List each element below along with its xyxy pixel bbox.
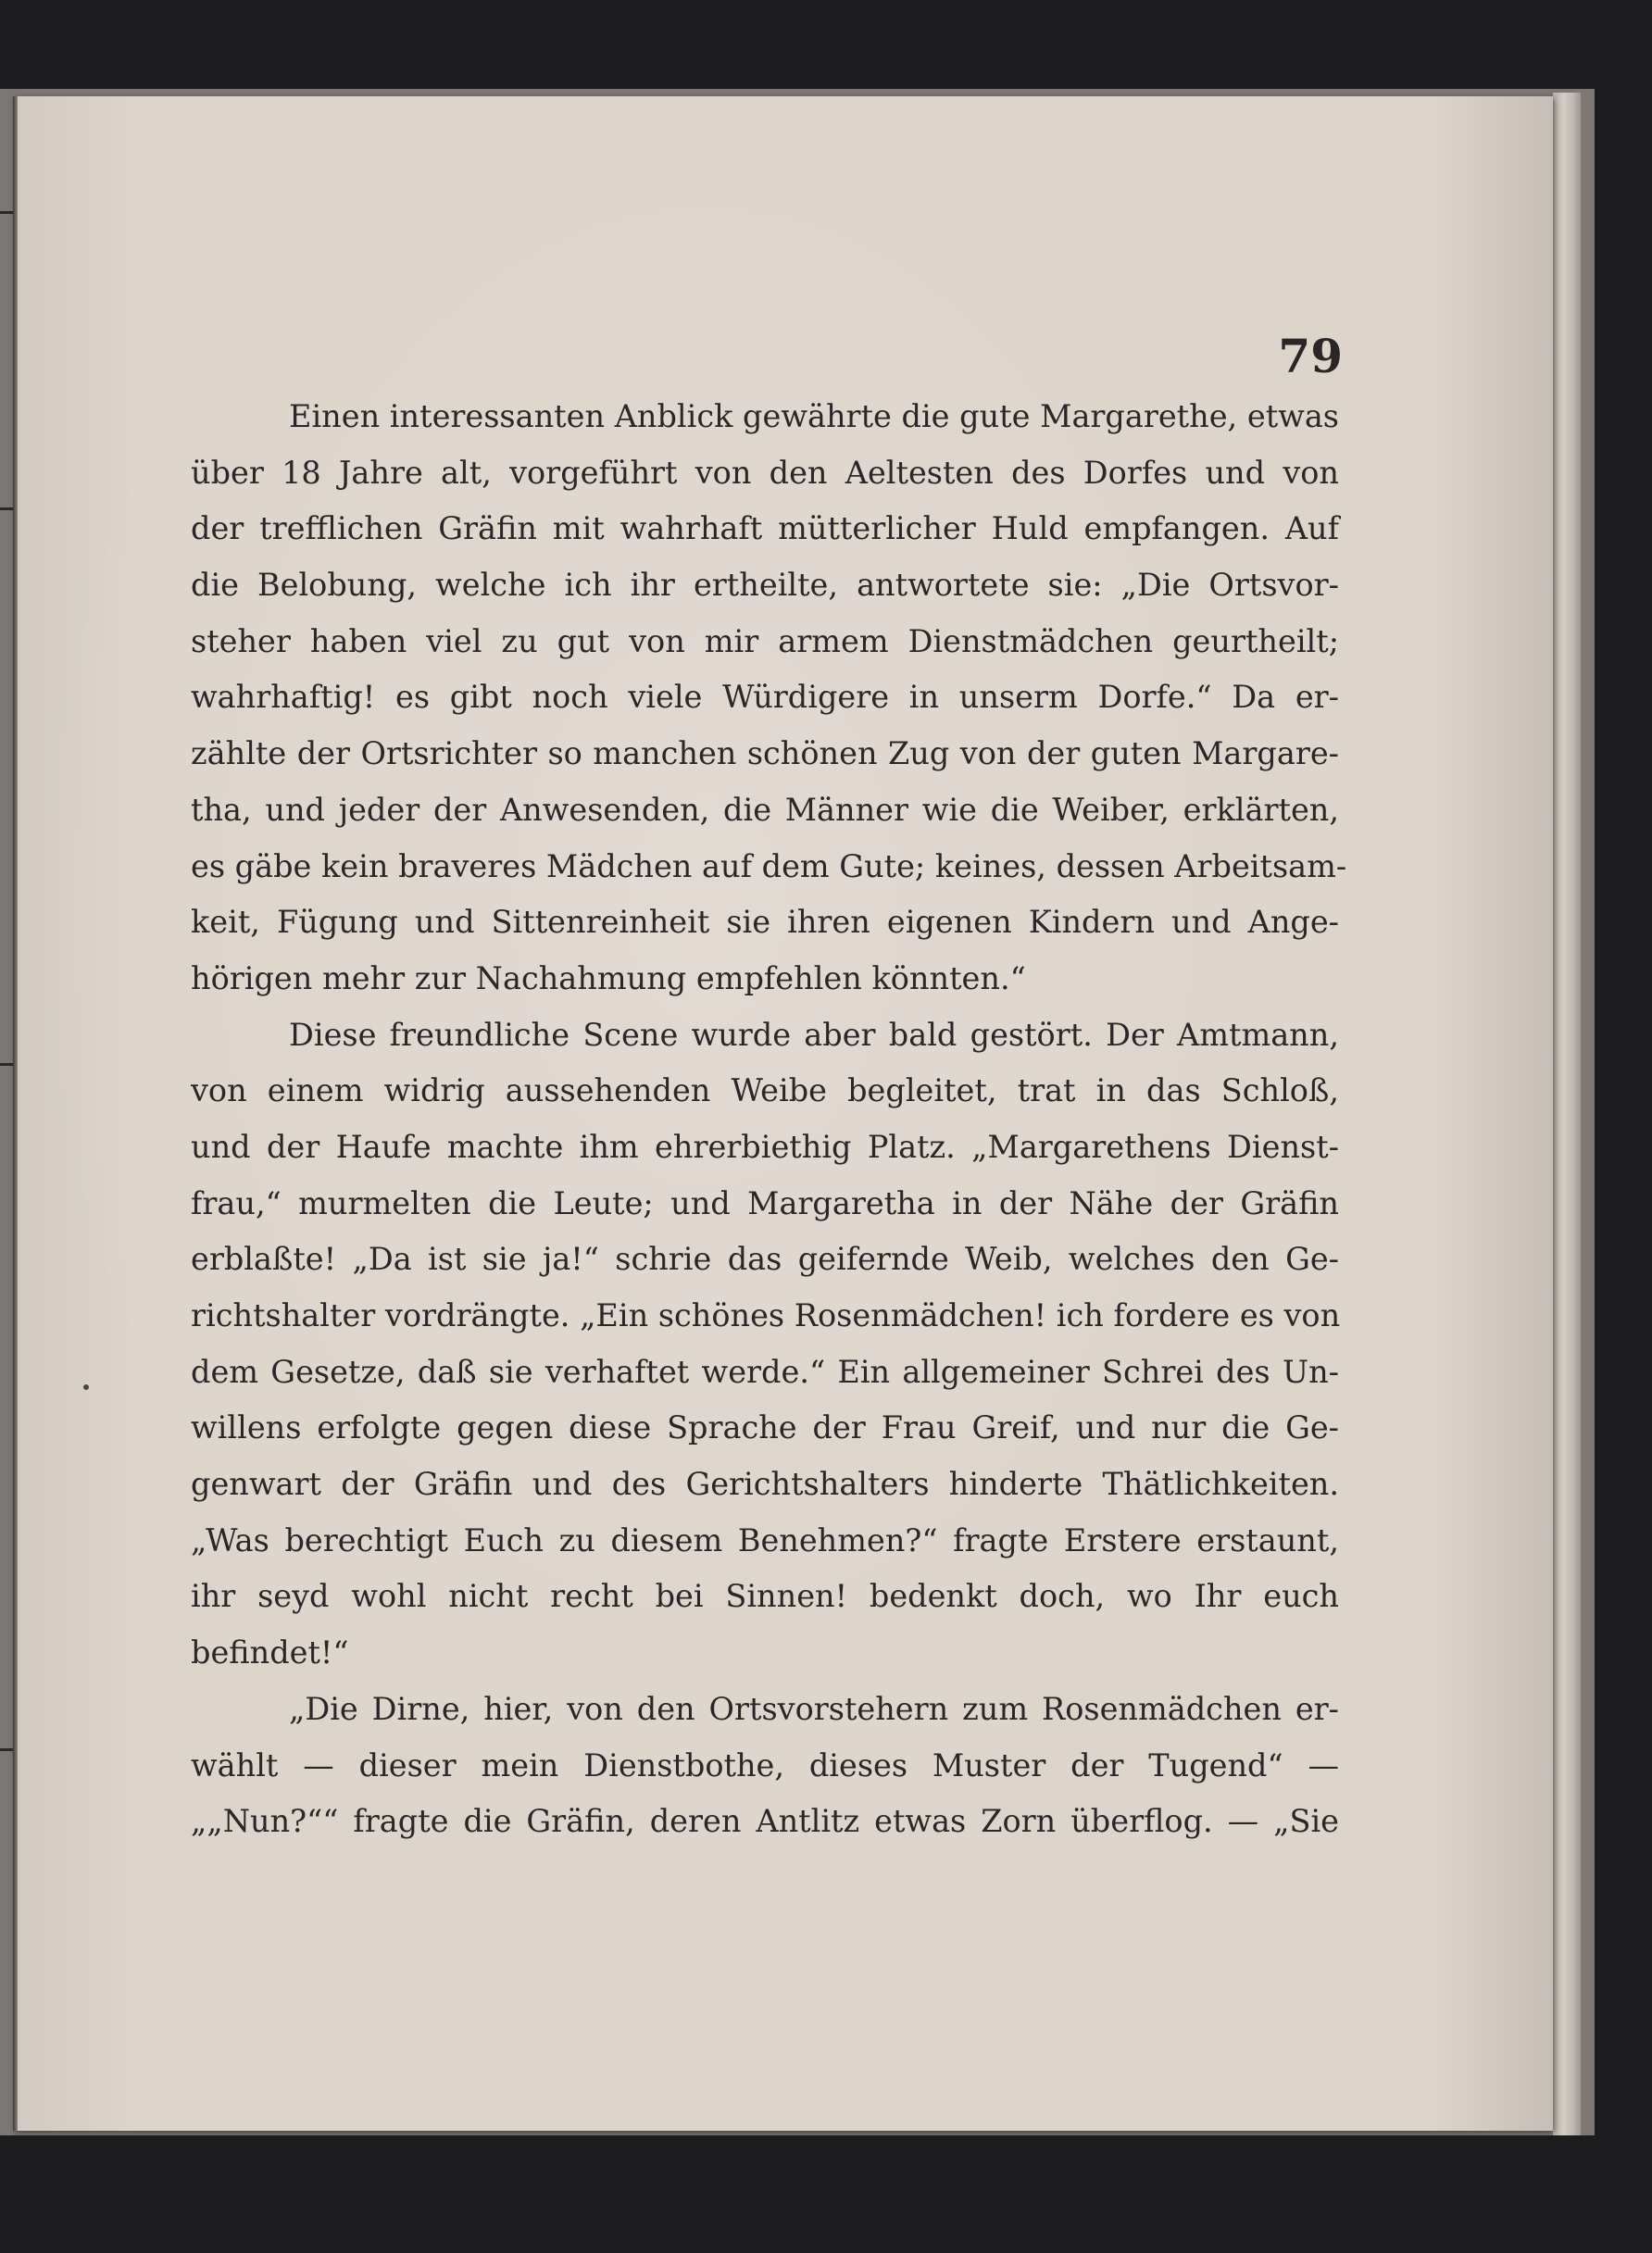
text-line: willens erfolgte gegen diese Sprache der Frau Greif, und nur die Ge- (191, 1409, 1339, 1446)
text-line: wahrhaftig! es gibt noch viele Würdigere in unserm Dorfe.“ Da er- (191, 679, 1339, 716)
text-line: erblaßte! „Da ist sie ja!“ schrie das geifernde Weib, welches den Ge- (191, 1241, 1339, 1278)
binding-thread-mark (0, 1748, 13, 1751)
text-line: steher haben viel zu gut von mir armem Dienstmädchen geurtheilt; (191, 622, 1339, 659)
paragraph (191, 389, 1347, 1008)
page-number: 79 (1278, 329, 1343, 383)
body-text (191, 389, 1347, 1850)
text-line: ihr seyd wohl nicht recht bei Sinnen! bedenkt doch, wo Ihr euch (191, 1578, 1339, 1615)
text-line: wählt — dieser mein Dienstbothe, dieses Muster der Tugend“ — (191, 1746, 1339, 1784)
text-line: zählte der Ortsrichter so manchen schönen Zug von der guten Margare- (191, 735, 1339, 772)
text-line: keit, Fügung und Sittenreinheit sie ihren eigenen Kindern und Ange- (191, 904, 1339, 941)
text-line: „Was berechtigt Euch zu diesem Benehmen?“ fragte Erstere erstaunt, (191, 1521, 1339, 1558)
text-line: „„Nun?““ fragte die Gräfin, deren Antlitz etwas Zorn überflog. — „Sie (191, 1803, 1339, 1840)
text-line: „Die Dirne, hier, von den Ortsvorstehern zum Rosenmädchen er- (289, 1690, 1339, 1727)
page-edge-strip (1553, 93, 1581, 2135)
binding-thread-mark (0, 211, 13, 214)
binding-gutter (13, 96, 18, 2131)
text-line: hörigen mehr zur Nachahmung empfehlen könnten.“ (191, 959, 1026, 996)
text-line: von einem widrig aussehenden Weibe begleitet, trat in das Schloß, (191, 1072, 1339, 1109)
paragraph (191, 1682, 1339, 1850)
text-line: tha, und jeder der Anwesenden, die Männer wie die Weiber, erklärten, (191, 791, 1339, 828)
text-line: über 18 Jahre alt, vorgeführt von den Aeltesten des Dorfes und von (191, 454, 1339, 491)
paper-speck (83, 1384, 89, 1390)
text-line: es gäbe kein braveres Mädchen auf dem Gute; keines, dessen Arbeitsam- (191, 847, 1347, 884)
text-line: der trefflichen Gräfin mit wahrhaft mütterlicher Huld empfangen. Auf (191, 510, 1339, 547)
text-line: und der Haufe machte ihm ehrerbiethig Platz. „Margarethens Dienst- (191, 1128, 1339, 1165)
paragraph (191, 1008, 1339, 1682)
text-line: befindet!“ (191, 1634, 349, 1671)
text-line: frau,“ murmelten die Leute; und Margaretha in der Nähe der Gräfin (191, 1184, 1339, 1221)
text-line: dem Gesetze, daß sie verhaftet werde.“ Ein allgemeiner Schrei des Un- (191, 1353, 1339, 1390)
text-line: richtshalter vordrängte. „Ein schönes Rosenmädchen! ich fordere es von (191, 1297, 1341, 1333)
binding-thread-mark (0, 507, 13, 510)
binding-thread-mark (0, 1063, 13, 1066)
text-line: Einen interessanten Anblick gewährte die gute Margarethe, etwas (289, 398, 1339, 434)
text-line: genwart der Gräfin und des Gerichtshalters hinderte Thätlichkeiten. (191, 1466, 1339, 1503)
text-line: die Belobung, welche ich ihr ertheilte, antwortete sie: „Die Ortsvor- (191, 567, 1339, 604)
text-line: Diese freundliche Scene wurde aber bald gestört. Der Amtmann, (289, 1016, 1339, 1053)
